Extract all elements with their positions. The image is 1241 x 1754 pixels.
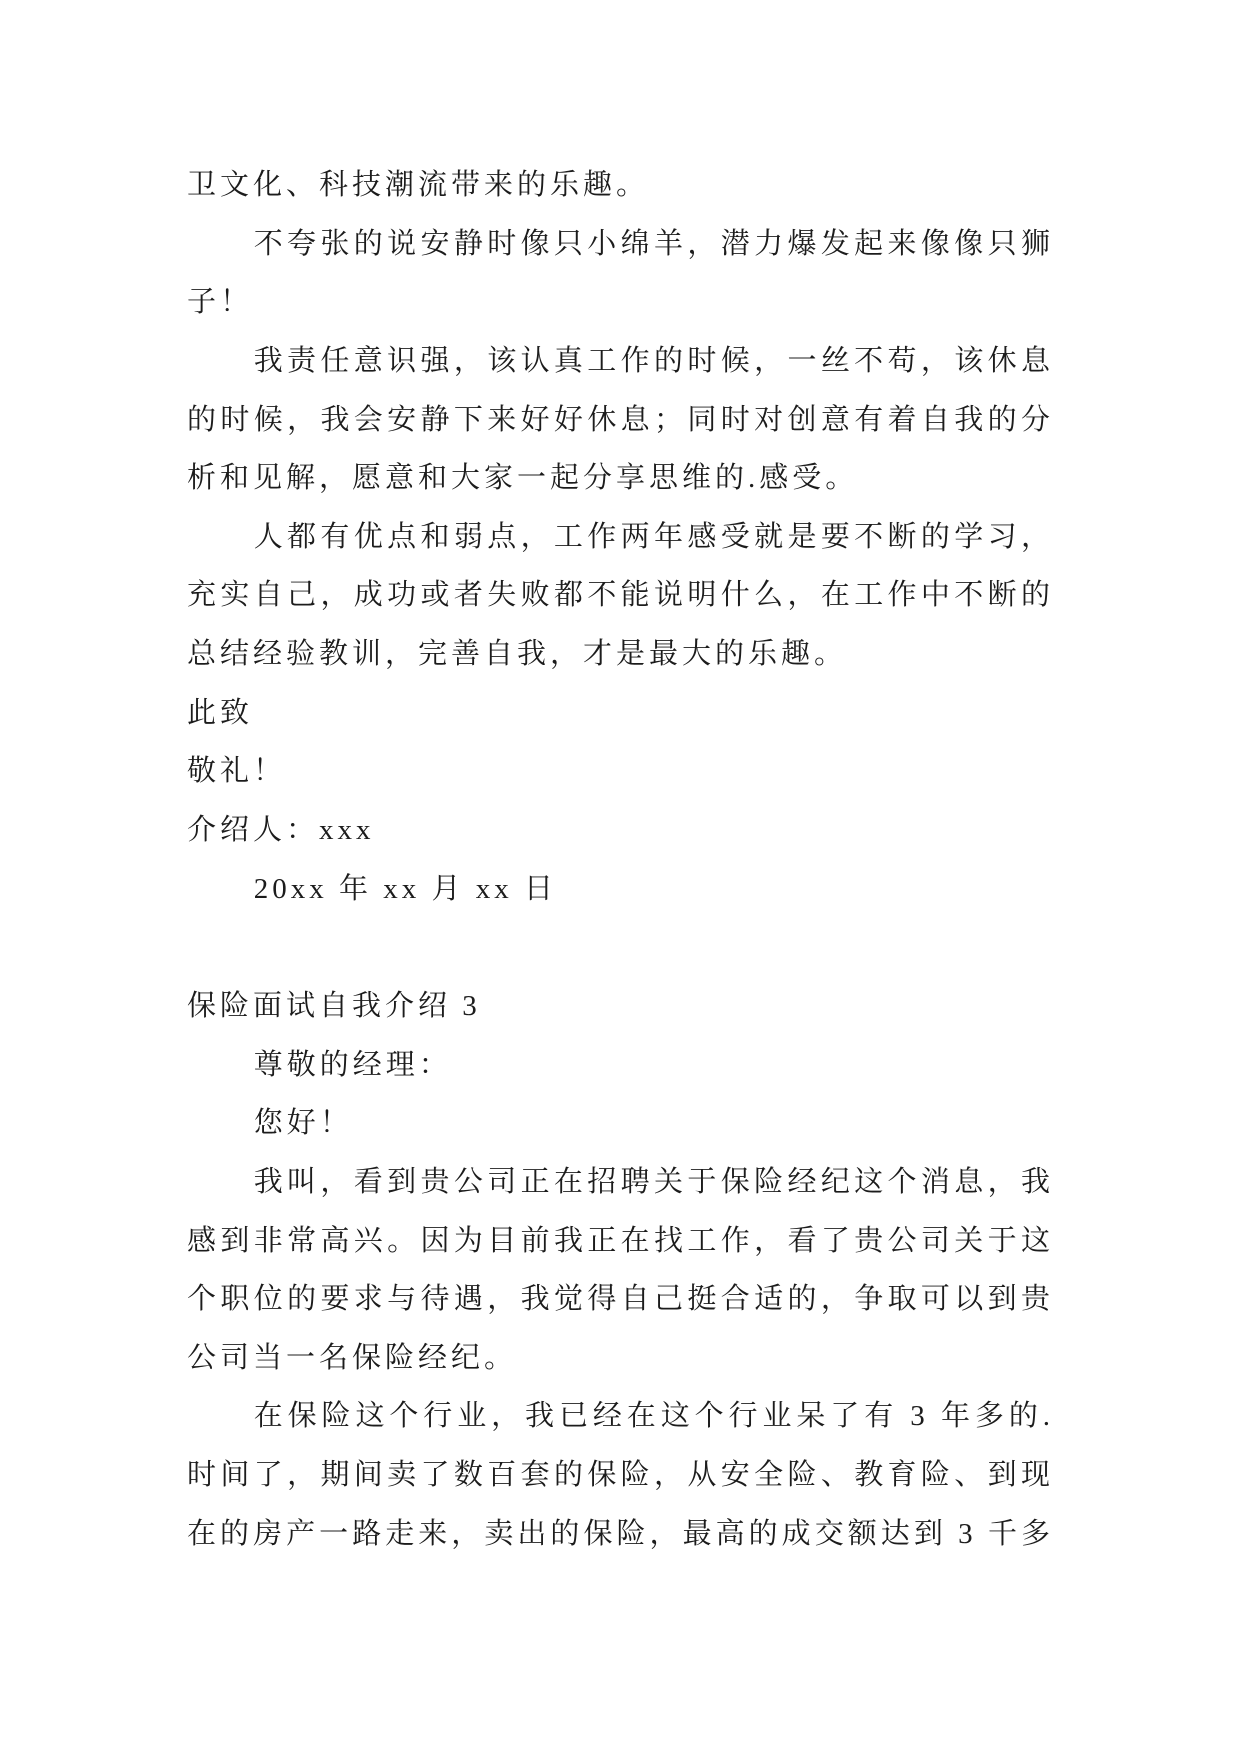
paragraph-line: 我责任意识强，该认真工作的时候，一丝不苟，该休息	[253, 344, 1054, 377]
paragraph	[187, 332, 1054, 508]
paragraph-line: 在保险这个行业，我已经在这个行业呆了有 3 年多的.	[253, 1400, 1054, 1433]
paragraph-line: 的时候，我会安静下来好好休息；同时对创意有着自我的分	[187, 403, 1054, 436]
letter-date: 20xx 年 xx 月 xx 日	[253, 872, 557, 905]
paragraph-line: 我叫，看到贵公司正在招聘关于保险经纪这个消息，我	[253, 1165, 1054, 1198]
paragraph-line: 时间了，期间卖了数百套的保险，从安全险、教育险、到现	[187, 1459, 1054, 1492]
paragraph	[187, 508, 1054, 684]
paragraph-line: 卫文化、科技潮流带来的乐趣。	[187, 169, 650, 201]
letter-salute: 敬礼！	[187, 755, 287, 788]
paragraph-line: 个职位的要求与待遇，我觉得自己挺合适的，争取可以到贵	[187, 1283, 1054, 1316]
paragraph	[187, 1153, 1054, 1388]
paragraph-line: 人都有优点和弱点，工作两年感受就是要不断的学习，	[253, 520, 1054, 553]
paragraph-line: 在的房产一路走来，卖出的保险，最高的成交额达到 3 千多	[187, 1517, 1054, 1550]
paragraph	[187, 1387, 1054, 1563]
paragraph-line: 子！	[187, 286, 254, 319]
paragraph-line: 总结经验教训，完善自我，才是最大的乐趣。	[187, 638, 848, 671]
paragraph-line: 充实自己，成功或者失败都不能说明什么，在工作中不断的	[187, 579, 1054, 612]
paragraph-line: 感到非常高兴。因为目前我正在找工作，看了贵公司关于这	[187, 1224, 1054, 1257]
paragraph-line: 公司当一名保险经纪。	[187, 1341, 518, 1374]
letter-closing: 此致	[187, 696, 254, 729]
paragraph-line: 不夸张的说安静时像只小绵羊，潜力爆发起来像像只狮	[253, 227, 1054, 260]
paragraph	[187, 156, 1054, 215]
letter-hello: 您好！	[253, 1107, 353, 1140]
paragraph	[187, 215, 1054, 332]
section-title: 保险面试自我介绍 3	[187, 989, 481, 1022]
document-body	[187, 156, 1054, 1563]
introducer-signature: 介绍人：xxx	[187, 814, 375, 847]
letter-greeting: 尊敬的经理：	[253, 1048, 452, 1081]
paragraph-line: 析和见解，愿意和大家一起分享思维的.感受。	[187, 462, 859, 495]
blank-line	[187, 918, 1054, 977]
